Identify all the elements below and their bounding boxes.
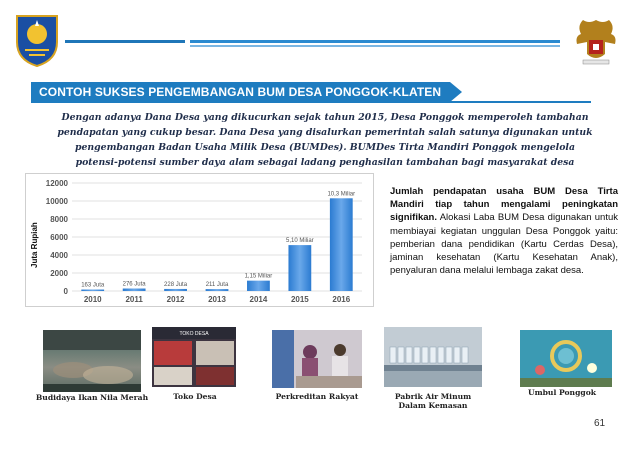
chart-data-label: 228 Juta [164, 281, 188, 288]
chart-y-tick-label: 6000 [50, 233, 68, 242]
chart-bar [123, 289, 146, 291]
chart-x-tick-label: 2012 [166, 295, 185, 304]
chart-x-tick-label: 2016 [332, 295, 351, 304]
chart-bar [288, 245, 311, 291]
photo-people-credit [272, 330, 362, 388]
chart-y-tick-label: 4000 [50, 251, 68, 260]
shop-sign-text: TOKO DESA [179, 331, 209, 337]
chart-data-label: 163 Juta [81, 282, 105, 289]
chart-bar [330, 198, 353, 291]
photo-water-factory [384, 327, 482, 387]
fish-pond-image [43, 330, 141, 392]
chart-y-tick-label: 2000 [50, 269, 68, 278]
chart-y-tick-label: 8000 [50, 215, 68, 224]
chart-x-tick-label: 2010 [83, 295, 102, 304]
intro-paragraph: Dengan adanya Dana Desa yang dikucurkan sejak tahun 2015, Desa Ponggok memperoleh tambahan pendapatan yang cukup besar. Dana Desa yang disalurkan pemerintah salah satunya digunakan untuk pengembangan Badan Usaha Milik Desa (BUMDes). BUMDes Tirta Mandiri Ponggok mengelola potensi-potensi sumber daya alam sebagai ladang penghasilan tambahan bagi masyarakat desa [57, 112, 593, 168]
chart-data-label: 211 Juta [205, 282, 229, 289]
bottling-line-image [384, 327, 482, 387]
chart-x-tick-label: 2015 [290, 295, 309, 304]
chart-y-tick-label: 10000 [45, 197, 68, 206]
caption-umbul-ponggok: Umbul Ponggok [527, 388, 597, 397]
chart-data-label: 5,10 Miliar [286, 238, 314, 245]
chart-y-axis-label: Juta Rupiah [30, 222, 39, 268]
chart-bar [247, 281, 270, 291]
chart-y-tick-label: 12000 [45, 179, 68, 188]
caption-people-credit: Perkreditan Rakyat [275, 392, 359, 401]
revenue-description [390, 185, 618, 277]
title-arrow-decoration [450, 82, 462, 102]
chart-bar [206, 289, 229, 291]
village-shop-image [152, 327, 236, 387]
credit-office-image [272, 330, 362, 388]
chart-x-tick-label: 2013 [208, 295, 226, 304]
ministry-of-finance-emblem-icon [13, 12, 61, 67]
chart-bar [164, 289, 187, 291]
revenue-bar-chart [40, 175, 370, 305]
page-number: 61 [594, 418, 606, 429]
photo-village-shop [152, 327, 236, 387]
chart-x-tick-label: 2014 [249, 295, 268, 304]
caption-water-factory: Pabrik Air Minum Dalam Kemasan [394, 392, 472, 410]
chart-data-label: 1,15 Miliar [244, 273, 273, 280]
photo-umbul-ponggok [520, 330, 612, 387]
caption-fish-farming: Budidaya Ikan Nila Merah [35, 393, 149, 402]
header-stripe-mid [190, 40, 560, 43]
caption-village-shop: Toko Desa [173, 392, 217, 401]
chart-data-label: 10,3 Miliar [327, 191, 356, 198]
garuda-pancasila-emblem-icon [573, 14, 619, 68]
title-underline [31, 101, 591, 103]
underwater-photo-image [520, 330, 612, 387]
chart-data-label: 276 Juta [122, 281, 146, 288]
photo-fish-farming [43, 330, 141, 392]
revenue-description-bold: Jumlah pendapatan usaha BUM Desa Tirta Mandiri tiap tahun mengalami peningkatan signifikan. [390, 186, 618, 224]
chart-x-tick-label: 2011 [125, 295, 143, 304]
revenue-description-normal: Alokasi Laba BUM Desa digunakan untuk membiayai kegiatan unggulan Desa Ponggok yaitu: pemberian dana pendidikan (Kartu Cerdas Desa), jaminan kesehatan (Kartu Kesehatan Anak), penyaluran dana melalui lembaga zakat desa. [390, 212, 618, 277]
chart-y-tick-label: 0 [63, 287, 68, 296]
section-title: CONTOH SUKSES PENGEMBANGAN BUM DESA PONGGOK-KLATEN [31, 82, 450, 102]
header-stripe-left [65, 40, 185, 43]
chart-bar [81, 290, 104, 291]
header-stripe-mid2 [190, 45, 560, 47]
